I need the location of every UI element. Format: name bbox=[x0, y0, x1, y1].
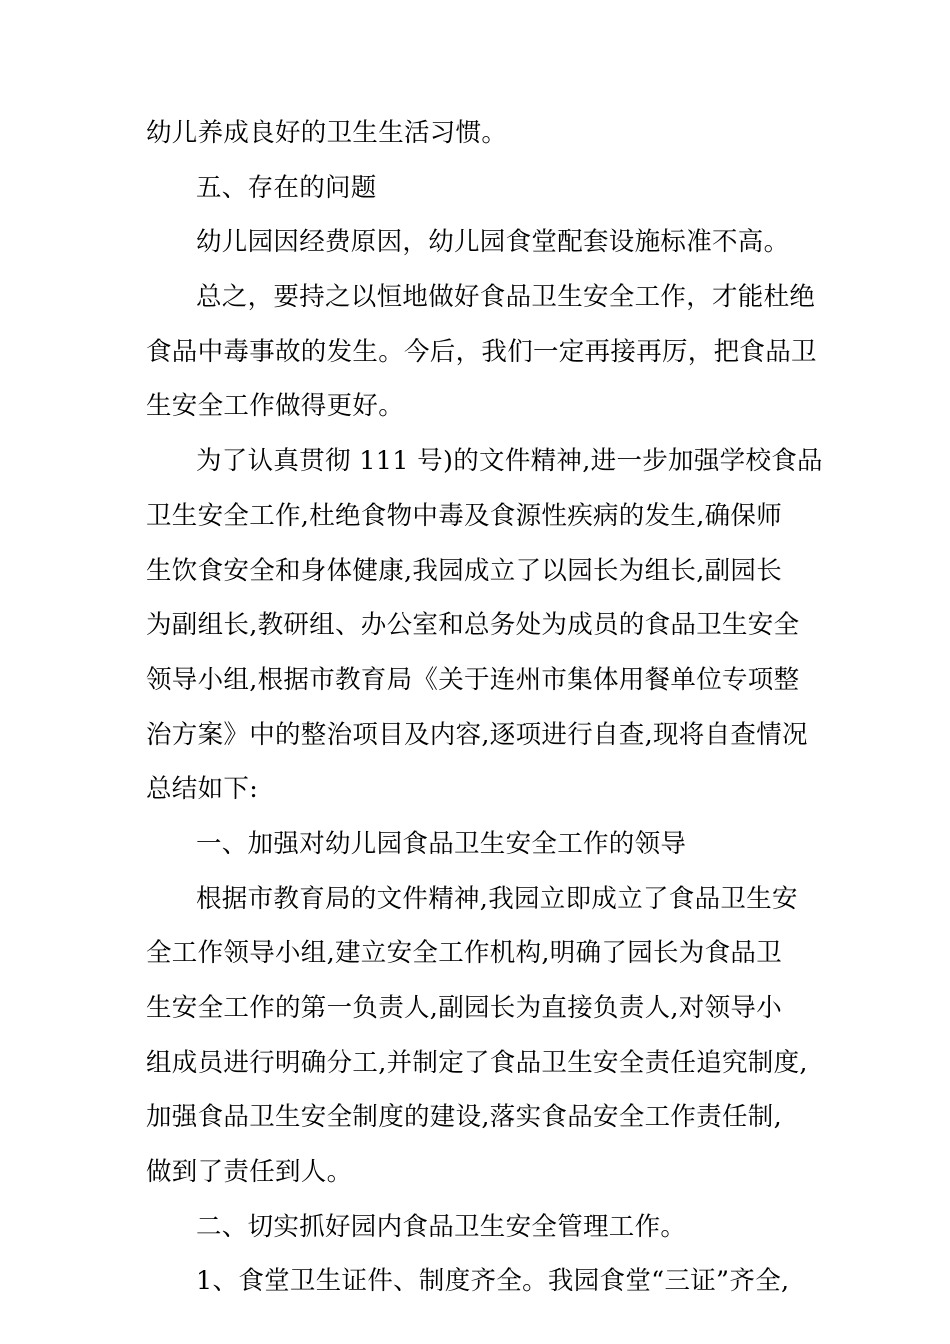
text-line: 总结如下: bbox=[146, 774, 259, 805]
text-line: 为了认真贯彻 111 号)的文件精神,进一步加强学校食品 bbox=[196, 446, 823, 477]
text-line: 为副组长,教研组、办公室和总务处为成员的食品卫生安全 bbox=[146, 610, 800, 641]
section-heading: 二、切实抓好园内食品卫生安全管理工作。 bbox=[196, 1211, 687, 1242]
section-heading: 一、加强对幼儿园食品卫生安全工作的领导 bbox=[196, 828, 687, 859]
text-line: 幼儿园因经费原因，幼儿园食堂配套设施标准不高。 bbox=[196, 227, 790, 258]
document-body bbox=[146, 111, 823, 1314]
text-line: 领导小组,根据市教育局《关于连州市集体用餐单位专项整 bbox=[146, 664, 800, 695]
text-line: 生饮食安全和身体健康,我园成立了以园长为组长,副园长 bbox=[146, 555, 783, 586]
text-line: 卫生安全工作,杜绝食物中毒及食源性疾病的发生,确保师 bbox=[146, 500, 783, 531]
text-line: 组成员进行明确分工,并制定了食品卫生安全责任追究制度, bbox=[146, 1047, 808, 1078]
text-line: 治方案》中的整治项目及内容,逐项进行自查,现将自查情况 bbox=[146, 719, 808, 750]
section-heading: 五、存在的问题 bbox=[196, 172, 377, 203]
text-line: 加强食品卫生安全制度的建设,落实食品安全工作责任制, bbox=[146, 1102, 783, 1133]
text-line: 生安全工作做得更好。 bbox=[146, 391, 405, 422]
text-line: 1、食堂卫生证件、制度齐全。我园食堂“三证”齐全, bbox=[196, 1266, 790, 1297]
text-line: 全工作领导小组,建立安全工作机构,明确了园长为食品卫 bbox=[146, 938, 783, 969]
text-line: 食品中毒事故的发生。今后，我们一定再接再厉，把食品卫 bbox=[146, 336, 817, 367]
text-line: 生安全工作的第一负责人,副园长为直接负责人,对领导小 bbox=[146, 993, 783, 1023]
text-line: 做到了责任到人。 bbox=[146, 1157, 353, 1188]
text-line: 幼儿养成良好的卫生生活习惯。 bbox=[146, 118, 508, 148]
text-line: 根据市教育局的文件精神,我园立即成立了食品卫生安 bbox=[196, 883, 798, 914]
text-line: 总之，要持之以恒地做好食品卫生安全工作，才能杜绝 bbox=[196, 282, 816, 313]
